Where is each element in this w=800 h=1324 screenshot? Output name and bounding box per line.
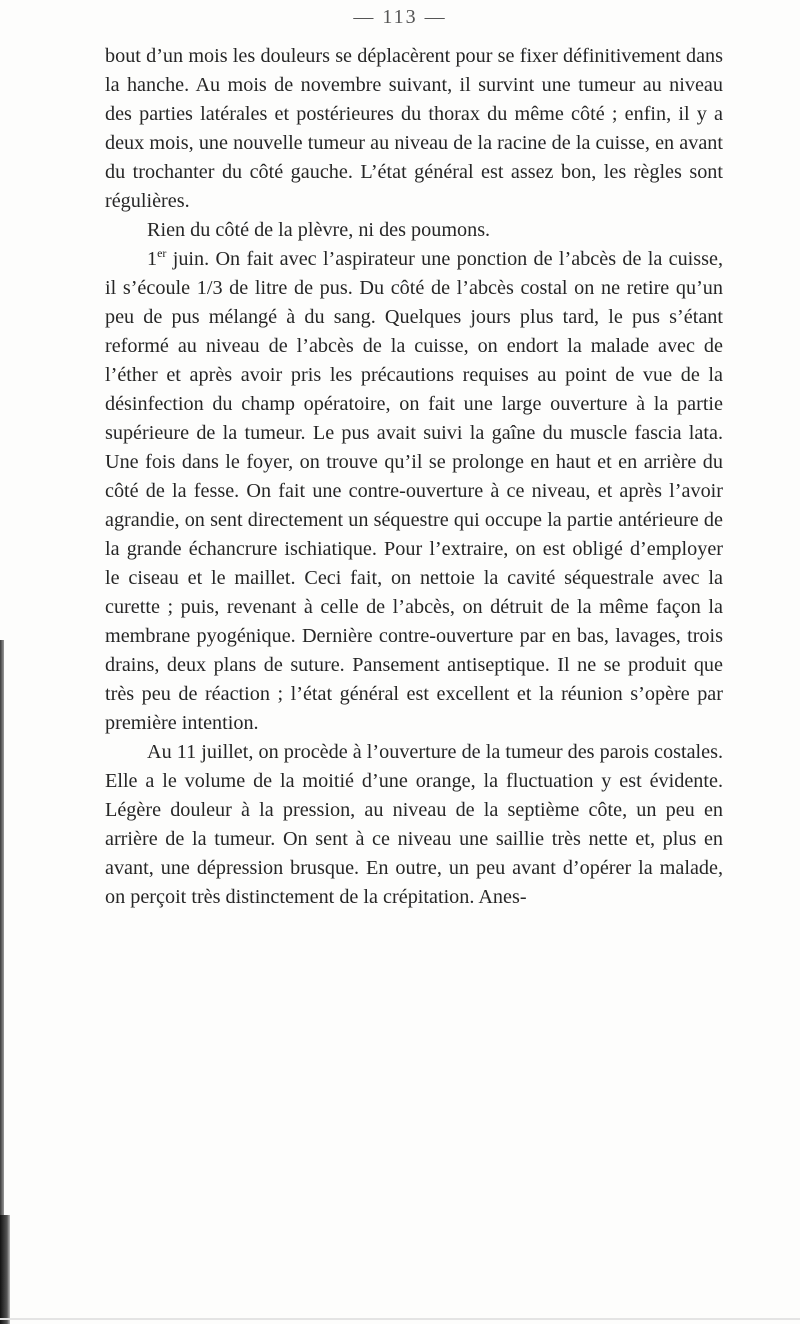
- date-number: 1: [147, 248, 158, 270]
- paragraph: bout d’un mois les douleurs se déplacèrent pour se fixer définitivement dans la hanche. Au mois de novembre suivant, il survint une tumeur au niveau des parties latérales et postérieures du thorax du même côté ; enfin, il y a deux mois, une nouvelle tumeur au niveau de la racine de la cuisse, en avant du trochanter du côté gauche. L’état général est assez bon, les règles sont régulières.: [105, 45, 723, 212]
- body-text: [105, 42, 723, 912]
- paragraph: Rien du côté de la plèvre, ni des poumons.: [147, 219, 491, 241]
- paragraph: Au 11 juillet, on procède à l’ouverture de la tumeur des parois costales. Elle a le volume de la moitié d’une orange, la fluctuation y est évidente. Légère douleur à la pression, au niveau de la septième côte, un peu en arrière de la tumeur. On sent à ce niveau une saillie très nette et, plus en avant, une dépression brusque. En outre, un peu avant d’opérer la malade, on perçoit très distinctement de la crépitation. Anes-: [105, 741, 723, 908]
- page-bottom-edge: [0, 1318, 800, 1320]
- page-binding-shadow-dark: [0, 1215, 10, 1324]
- page-number: — 113 —: [353, 6, 447, 28]
- paragraph: [105, 245, 723, 738]
- paragraph-text: juin. On fait avec l’aspirateur une ponction de l’abcès de la cuisse, il s’écoule 1/3 de litre de pus. Du côté de l’abcès costal on ne retire qu’un peu de pus mélangé à du sang. Quelques jours plus tard, le pus s’étant reformé au niveau de l’abcès de la cuisse, on endort la malade avec de l’éther et après avoir pris les précautions requises au point de vue de la désinfection du champ opératoire, on fait une large ouverture à la partie supérieure de la tumeur. Le pus avait suivi la gaîne du muscle fascia lata. Une fois dans le foyer, on trouve qu’il se prolonge en haut et en arrière du côté de la fesse. On fait une contre-ouverture à ce niveau, et après l’avoir agrandie, on sent directement un séquestre qui occupe la partie antérieure de la grande échancrure ischiatique. Pour l’extraire, on est obligé d’employer le ciseau et le maillet. Ceci fait, on nettoie la cavité séquestrale avec la curette ; puis, revenant à celle de l’abcès, on détruit de la même façon la membrane pyogénique. Dernière contre-ouverture par en bas, lavages, trois drains, deux plans de suture. Pansement antiseptique. Il ne se produit que très peu de réaction ; l’état général est excellent et la réunion s’opère par première intention.: [105, 248, 723, 734]
- ordinal-superscript: er: [157, 246, 167, 260]
